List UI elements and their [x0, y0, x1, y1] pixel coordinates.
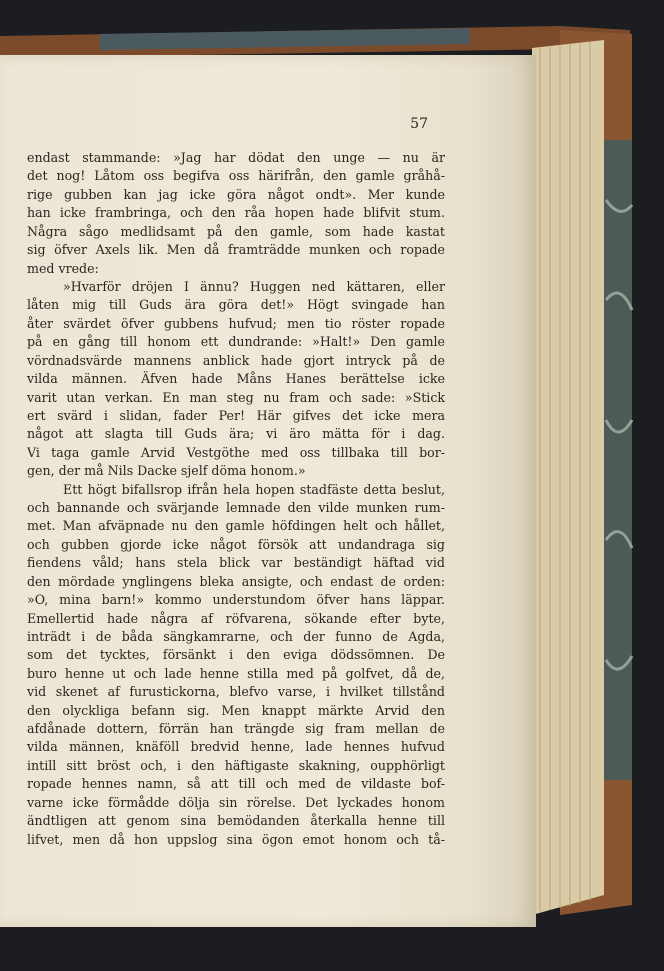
text-line: vid skenet af furustickorna, blefvo varse, i hvilket tillstånd — [27, 684, 445, 700]
text-line: afdånade dottern, förrän han trängde sig fram mellan de — [27, 721, 445, 736]
text-line: Ett högt bifallsrop ifrån hela hopen stadfäste detta beslut, — [63, 481, 445, 497]
text-line: den olyckliga befann sig. Men knappt märkte Arvid den — [27, 702, 445, 718]
text-line: vördnadsvärde mannens anblick hade gjort intryck på de — [27, 352, 445, 368]
text-line: vilda männen, knäföll bredvid henne, lade hennes hufvud — [27, 739, 445, 755]
text-line: »O, mina barn!» kommo understundom öfver hans läppar. — [27, 592, 445, 608]
text-line: rige gubben kan jag icke göra något ondt». Mer kunde — [27, 186, 445, 202]
text-line: vilda männen. Äfven hade Måns Hanes berättelse icke — [27, 371, 445, 386]
text-line: låten mig till Guds ära göra det!» Högt svingade han — [27, 297, 445, 313]
text-line: och bannande och svärjande lemnade den vilde munken rum- — [27, 500, 445, 515]
text-line: på en gång till honom ett dundrande: »Halt!» Den gamle — [27, 334, 445, 350]
text-line: med vrede: — [27, 260, 99, 276]
text-line: intill sitt bröst och, i den häftigaste skakning, oupphörligt — [27, 757, 445, 773]
text-line: det nog! Låtom oss begifva oss härifrån, den gamle gråhå- — [27, 168, 445, 184]
page-number: 57 — [410, 116, 428, 132]
text-line: fiendens våld; hans stela blick var beständigt häftad vid — [27, 555, 445, 571]
text-line: ert svärd i slidan, fader Per! Här gifves det icke mera — [27, 407, 445, 423]
text-line: något att slagta till Guds ära; vi äro mätta för i dag. — [27, 426, 445, 442]
text-line: den mördade ynglingens bleka ansigte, och endast de orden: — [27, 573, 445, 589]
text-line: han icke frambringa, och den råa hopen hade blifvit stum. — [27, 205, 445, 221]
text-line: ropade hennes namn, så att till och med de vildaste bof- — [27, 776, 445, 792]
text-line: gen, der må Nils Dacke sjelf döma honom.» — [27, 463, 306, 479]
text-line: inträdt i de båda sängkamrarne, och der funno de Agda, — [27, 628, 445, 644]
text-line: met. Man afväpnade nu den gamle höfdingen helt och hållet, — [27, 518, 445, 534]
text-line: buro henne ut och lade henne stilla med på golfvet, då de, — [27, 665, 445, 681]
text-line: Några sågo medlidsamt på den gamle, som hade kastat — [27, 223, 445, 239]
text-line: sig öfver Axels lik. Men då framträdde munken och ropade — [27, 242, 445, 258]
text-line: »Hvarför dröjen I ännu? Huggen ned kättaren, eller — [63, 278, 445, 294]
text-line: lifvet, men då hon uppslog sina ögon emot honom och tå- — [27, 831, 445, 847]
text-line: åter svärdet öfver gubbens hufvud; men tio röster ropade — [27, 315, 445, 331]
text-line: endast stammande: »Jag har dödat den unge — nu är — [27, 150, 445, 165]
text-line: Vi taga gamle Arvid Vestgöthe med oss tillbaka till bor- — [27, 444, 445, 460]
text-line: Emellertid hade några af röfvarena, sökande efter byte, — [27, 610, 445, 626]
text-line: ändtligen att genom sina bemödanden återkalla henne till — [27, 813, 445, 829]
text-line: och gubben gjorde icke något försök att undandraga sig — [27, 536, 445, 552]
text-line: varit utan verkan. En man steg nu fram och sade: »Stick — [27, 389, 445, 405]
text-line: varne icke förmådde dölja sin rörelse. Det lyckades honom — [27, 794, 445, 810]
marbled-endpaper-right — [604, 140, 632, 780]
page-edges — [532, 40, 604, 915]
text-line: som det tycktes, försänkt i den eviga dödssömnen. De — [27, 647, 445, 663]
